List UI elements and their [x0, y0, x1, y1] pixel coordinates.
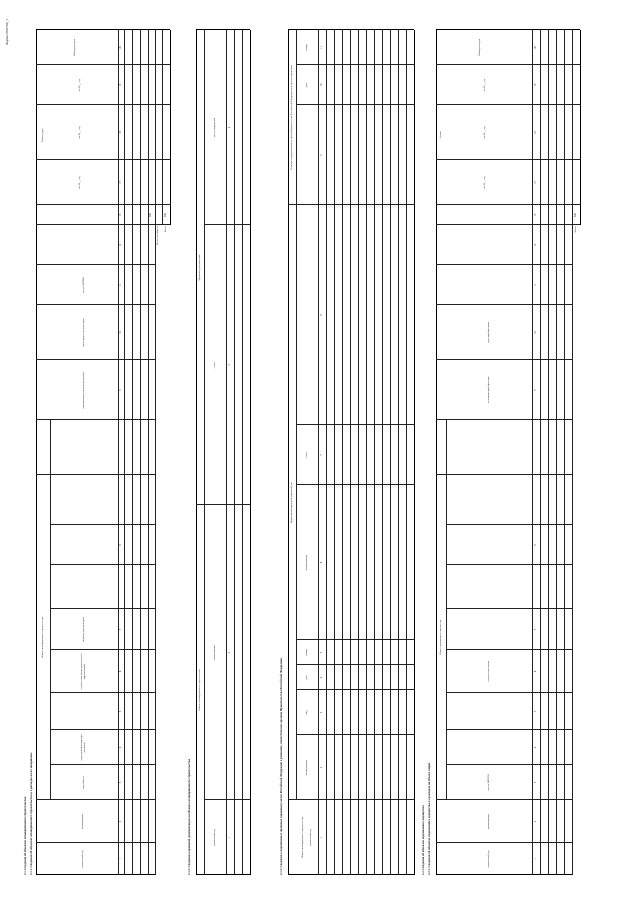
table-4-col-number: 6: [533, 670, 537, 673]
table-4-col-header: основание приобретения: [486, 376, 490, 404]
table-4-col-header: наименование: [486, 813, 490, 830]
table-1-col-number: 7: [118, 628, 122, 631]
table-3-col-number: 8: [319, 314, 323, 316]
table-3-col-number: 7: [319, 454, 323, 456]
table-4-col-number: 18: [533, 131, 537, 134]
table-1-row-code: 900: [164, 213, 168, 217]
table-2-col-header: статус: [212, 361, 216, 369]
table-1-col-number: 10: [118, 331, 122, 334]
table-1-col-header: уникальный код: [80, 850, 84, 868]
table-3-col-header: вид: [304, 710, 308, 715]
table-3-col-number: 6: [319, 561, 323, 564]
table-3-col-number: 3: [319, 711, 323, 714]
table-4-col-header: уникальный код: [486, 850, 490, 868]
table-4-col-number: 8: [533, 544, 537, 546]
table-1-col-header: наименование: [80, 813, 84, 830]
table-1-col-header: Затраты, руб.: [41, 127, 45, 143]
table-4-col-number: 11: [533, 283, 537, 287]
table-1-total: Всего: [164, 226, 168, 233]
table-3-col-header: наименование: [304, 759, 308, 776]
table-4-group-header: Объект недвижимого имущества: [439, 620, 443, 655]
table-1-col-header: код по ОКТМО: [81, 276, 85, 294]
table-1-col-number: 9: [118, 389, 122, 391]
table-2-col-header: наименование: [212, 644, 216, 661]
table-4-col-number: 9: [533, 389, 537, 391]
table-2-col-number: 3: [227, 364, 231, 366]
table-1-col-number: 2: [118, 820, 122, 823]
section-1-subtitle: 2.1.1. Сведения об объектах незавершенного строительства и о расходах на их завершение: [29, 752, 33, 875]
table-1-col-number: 15: [118, 213, 122, 217]
table-3-col-header: наименование: [304, 554, 308, 571]
table-1-col-number: 6: [118, 670, 122, 673]
table-4-col-number: 2: [533, 820, 537, 823]
table-3-col-number: 11: [319, 46, 323, 49]
table-4-row-code: 900: [574, 213, 578, 217]
table-1-col-number: 11: [118, 283, 122, 287]
table-4-col-number: 1: [533, 858, 537, 860]
table-1-col-header: наличие документации: [81, 617, 85, 642]
table-1-col-number: 5: [118, 710, 122, 713]
table-1-col-header: Объем расходов: [72, 38, 76, 57]
table-1-col-number: 8: [118, 544, 122, 546]
table-3-group-right: Решение координационного органа Правительства Российской Федерации или органа управления: [290, 65, 294, 170]
table-1-col-number: 20: [118, 46, 122, 49]
table-3-col-number: 2: [319, 766, 323, 769]
table-4-col-number: 15: [533, 213, 537, 217]
table-4-col-header: соответствие целям: [486, 661, 490, 682]
table-3-col-number: 5: [319, 651, 323, 654]
table-3-col-header: статус: [304, 451, 308, 459]
table-3-col-header: дата: [304, 82, 308, 88]
table-2-col-number: 4: [227, 126, 231, 129]
table-2-col-number: 2: [227, 651, 231, 654]
table-4-col-number: 12: [533, 243, 537, 247]
section-4-title: 2.2. Сведения об объектах недвижимого имущества: [421, 805, 425, 875]
table-1-col-header: наименование выполненных работ: [81, 371, 85, 409]
section-1-title: 2.1. Сведения об объектах незавершенного строительства: [23, 796, 27, 875]
table-1-col-header: на 20__ год: [77, 176, 81, 189]
table-2-col-header: дата утверждения: [212, 118, 216, 137]
table-1-col-number: 19: [118, 83, 122, 87]
table-4-col-number: 3: [533, 781, 537, 784]
table-4-col-header: на 20__ год: [482, 176, 486, 189]
table-1-col-header: вид объекта: [81, 776, 85, 789]
table-1-col-header: кадастровый номер (при наличии): [80, 734, 86, 761]
table-2-col-number: 1: [227, 836, 231, 839]
table-4-itogo: Итого: [574, 226, 578, 233]
form-code: Форма 0503768_1: [5, 19, 9, 45]
table-1-col-number: 17: [118, 181, 122, 184]
table-4-col-number: 17: [533, 181, 537, 184]
table-1-col-number: 4: [118, 746, 122, 749]
table-4-col-number: 4: [533, 746, 537, 749]
table-1-itogo-object: Итого по объекту: [156, 226, 160, 245]
table-1-col-number: 18: [118, 131, 122, 134]
table-4-col-header: на 20__ год: [482, 78, 486, 92]
table-1-col-number: 1: [118, 858, 122, 860]
table-3-col-header: номер: [304, 649, 308, 656]
table-3-col-number: 4: [319, 676, 323, 679]
table-3-col-header: номер: [304, 44, 308, 51]
table-4-col-number: 20: [533, 46, 537, 49]
table-4-col-header: Объем расходов: [477, 38, 481, 57]
table-2-col-header: уникальный код: [212, 828, 216, 847]
table-1-group-header: Объект незавершенного строительства: [41, 616, 45, 659]
table-3-col-header: уникальный код: [308, 828, 312, 847]
section-4-subtitle: 2.2.1. Сведения об объектах недвижимого имущества и о расходах на объект затрат: [427, 762, 431, 875]
table-4-col-number: 7: [533, 628, 537, 631]
table-3-col-number: 10: [319, 83, 323, 87]
table-3-col-number: 1: [319, 836, 323, 839]
table-1-row-code: 900: [149, 213, 153, 217]
table-1-col-number: 12: [118, 243, 122, 247]
section-3-title: 2.1.3. Сведения о нормативных правовых (правовых) актах Российской Федерации о решениях, ответственных органов Правительства Российской Федерации: [279, 658, 283, 875]
table-4-col-header: код по ОКТМО: [486, 774, 490, 791]
table-1-col-number: 3: [118, 781, 122, 784]
table-3-group-left: Объект незавершенного строительства: [300, 816, 304, 859]
table-1-col-header: на 20__ год: [77, 78, 81, 92]
table-3-col-header: дата: [304, 675, 308, 680]
table-4-col-header: срок приобретения: [486, 322, 490, 343]
table-1-col-header: на 20__ год: [77, 126, 81, 139]
table-4-col-header: Сумма: [439, 131, 443, 139]
table-4-col-number: 10: [533, 331, 537, 334]
section-2-title: 2.1.2. Сведения о правовой документации на объекты незавершенного строительства: [187, 759, 191, 875]
table-2-group-right: Правовая документация: [198, 254, 202, 281]
table-1-col-header: срок ввода в эксплуатацию: [81, 318, 85, 347]
table-2-group-left: Объект незавершенного строительства: [198, 669, 202, 711]
table-3-group-mid: Нормативный правовой (правовой) акт: [290, 481, 294, 524]
table-4-col-number: 19: [533, 83, 537, 87]
table-4-col-header: на 20__ год: [482, 126, 486, 139]
table-1-col-header: соответствие целям деятельности (при наличии): [80, 653, 86, 690]
table-4-col-number: 5: [533, 710, 537, 713]
table-3-col-number: 9: [319, 154, 323, 156]
